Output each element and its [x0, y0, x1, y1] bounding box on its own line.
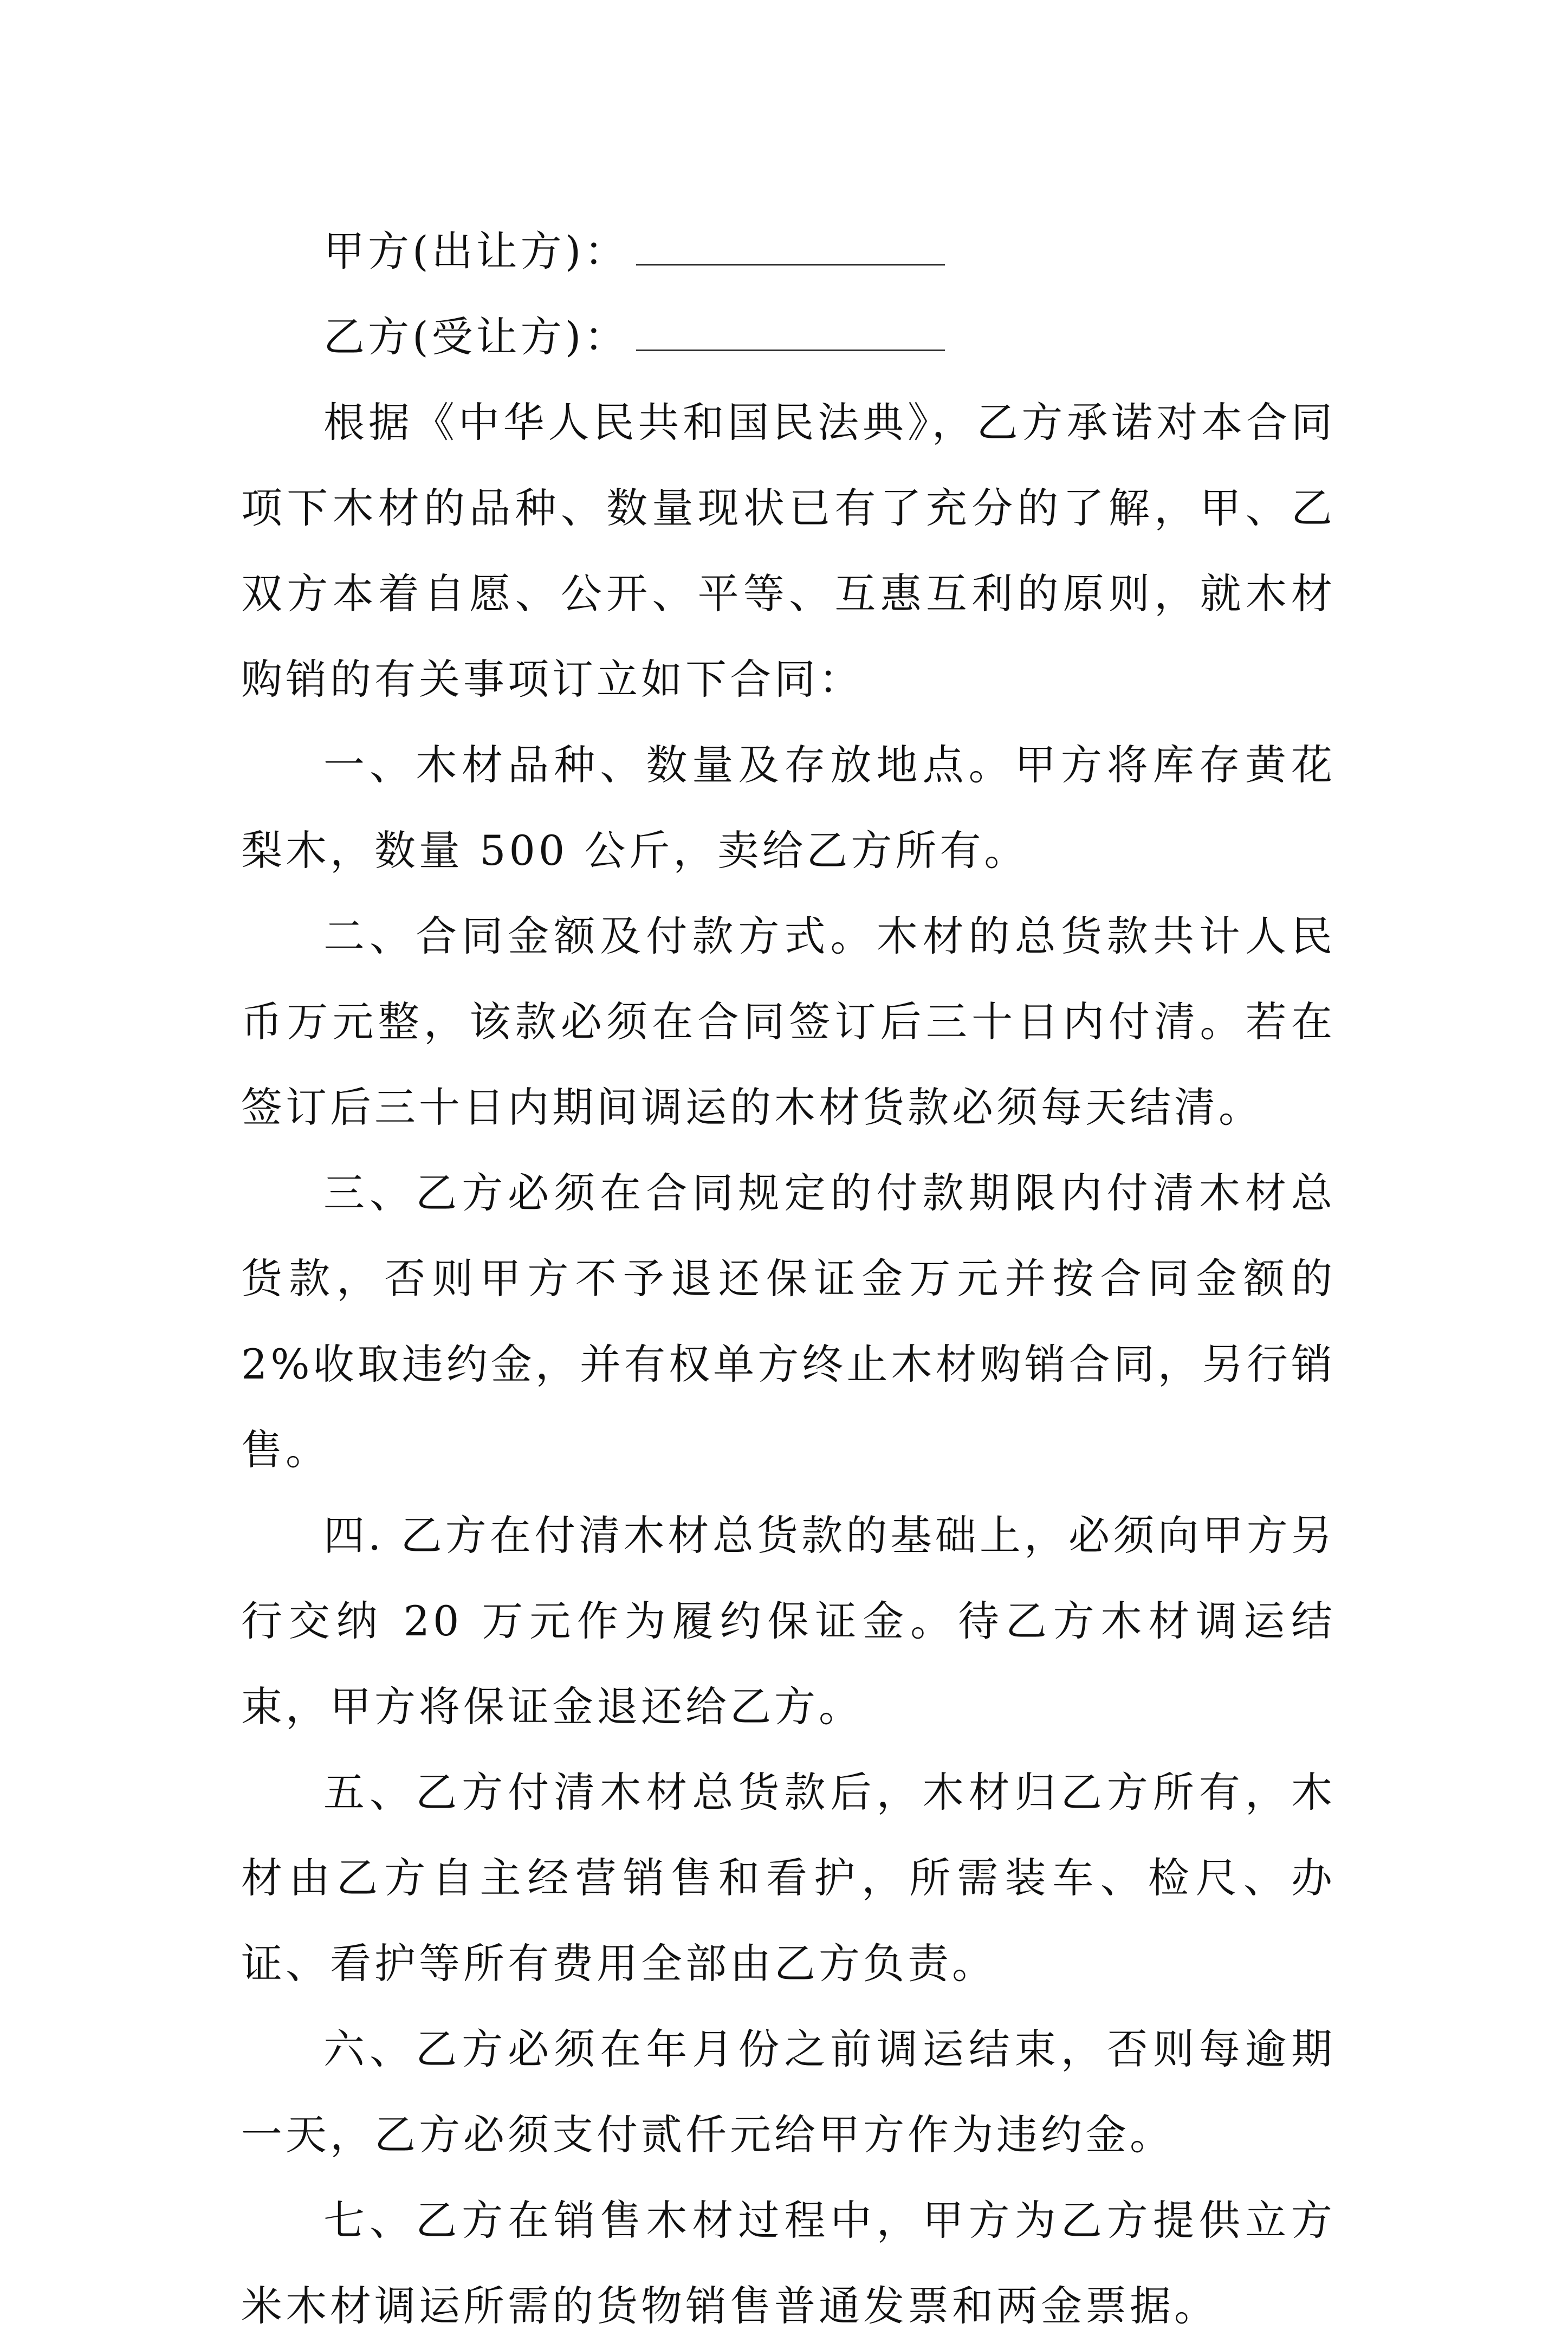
party-b-label: 乙方(受让方)：	[323, 313, 629, 361]
party-a-blank-field	[636, 237, 945, 266]
clause-4-paragraph: 四. 乙方在付清木材总货款的基础上，必须向甲方另行交纳 20 万元作为履约保证金。待乙方木材调运结束，甲方将保证金退还给乙方。	[241, 1511, 1336, 1731]
party-a-label: 甲方(出让方)：	[323, 227, 629, 275]
party-b-line	[241, 294, 1336, 380]
contract-body	[241, 209, 1336, 2349]
clause-2-paragraph: 二、合同金额及付款方式。木材的总货款共计人民币万元整，该款必须在合同签订后三十日内付清。若在签订后三十日内期间调运的木材货款必须每天结清。	[241, 912, 1336, 1131]
party-a-line	[241, 209, 1336, 294]
clause-3-paragraph: 三、乙方必须在合同规定的付款期限内付清木材总货款，否则甲方不予退还保证金万元并按合同金额的 2%收取违约金，并有权单方终止木材购销合同，另行销售。	[241, 1169, 1336, 1474]
clause-1-paragraph: 一、木材品种、数量及存放地点。甲方将库存黄花梨木，数量 500 公斤，卖给乙方所有。	[241, 741, 1336, 875]
clause-6-paragraph: 六、乙方必须在年月份之前调运结束，否则每逾期一天，乙方必须支付贰仟元给甲方作为违约金。	[241, 2025, 1336, 2159]
party-b-blank-field	[636, 322, 945, 351]
preamble-paragraph: 根据《中华人民共和国民法典》，乙方承诺对本合同项下木材的品种、数量现状已有了充分的了解，甲、乙双方本着自愿、公开、平等、互惠互利的原则，就木材购销的有关事项订立如下合同：	[241, 398, 1336, 703]
clause-7-paragraph: 七、乙方在销售木材过程中，甲方为乙方提供立方米木材调运所需的货物销售普通发票和两金票据。	[241, 2196, 1336, 2330]
clause-5-paragraph: 五、乙方付清木材总货款后，木材归乙方所有，木材由乙方自主经营销售和看护，所需装车、检尺、办证、看护等所有费用全部由乙方负责。	[241, 1768, 1336, 1988]
